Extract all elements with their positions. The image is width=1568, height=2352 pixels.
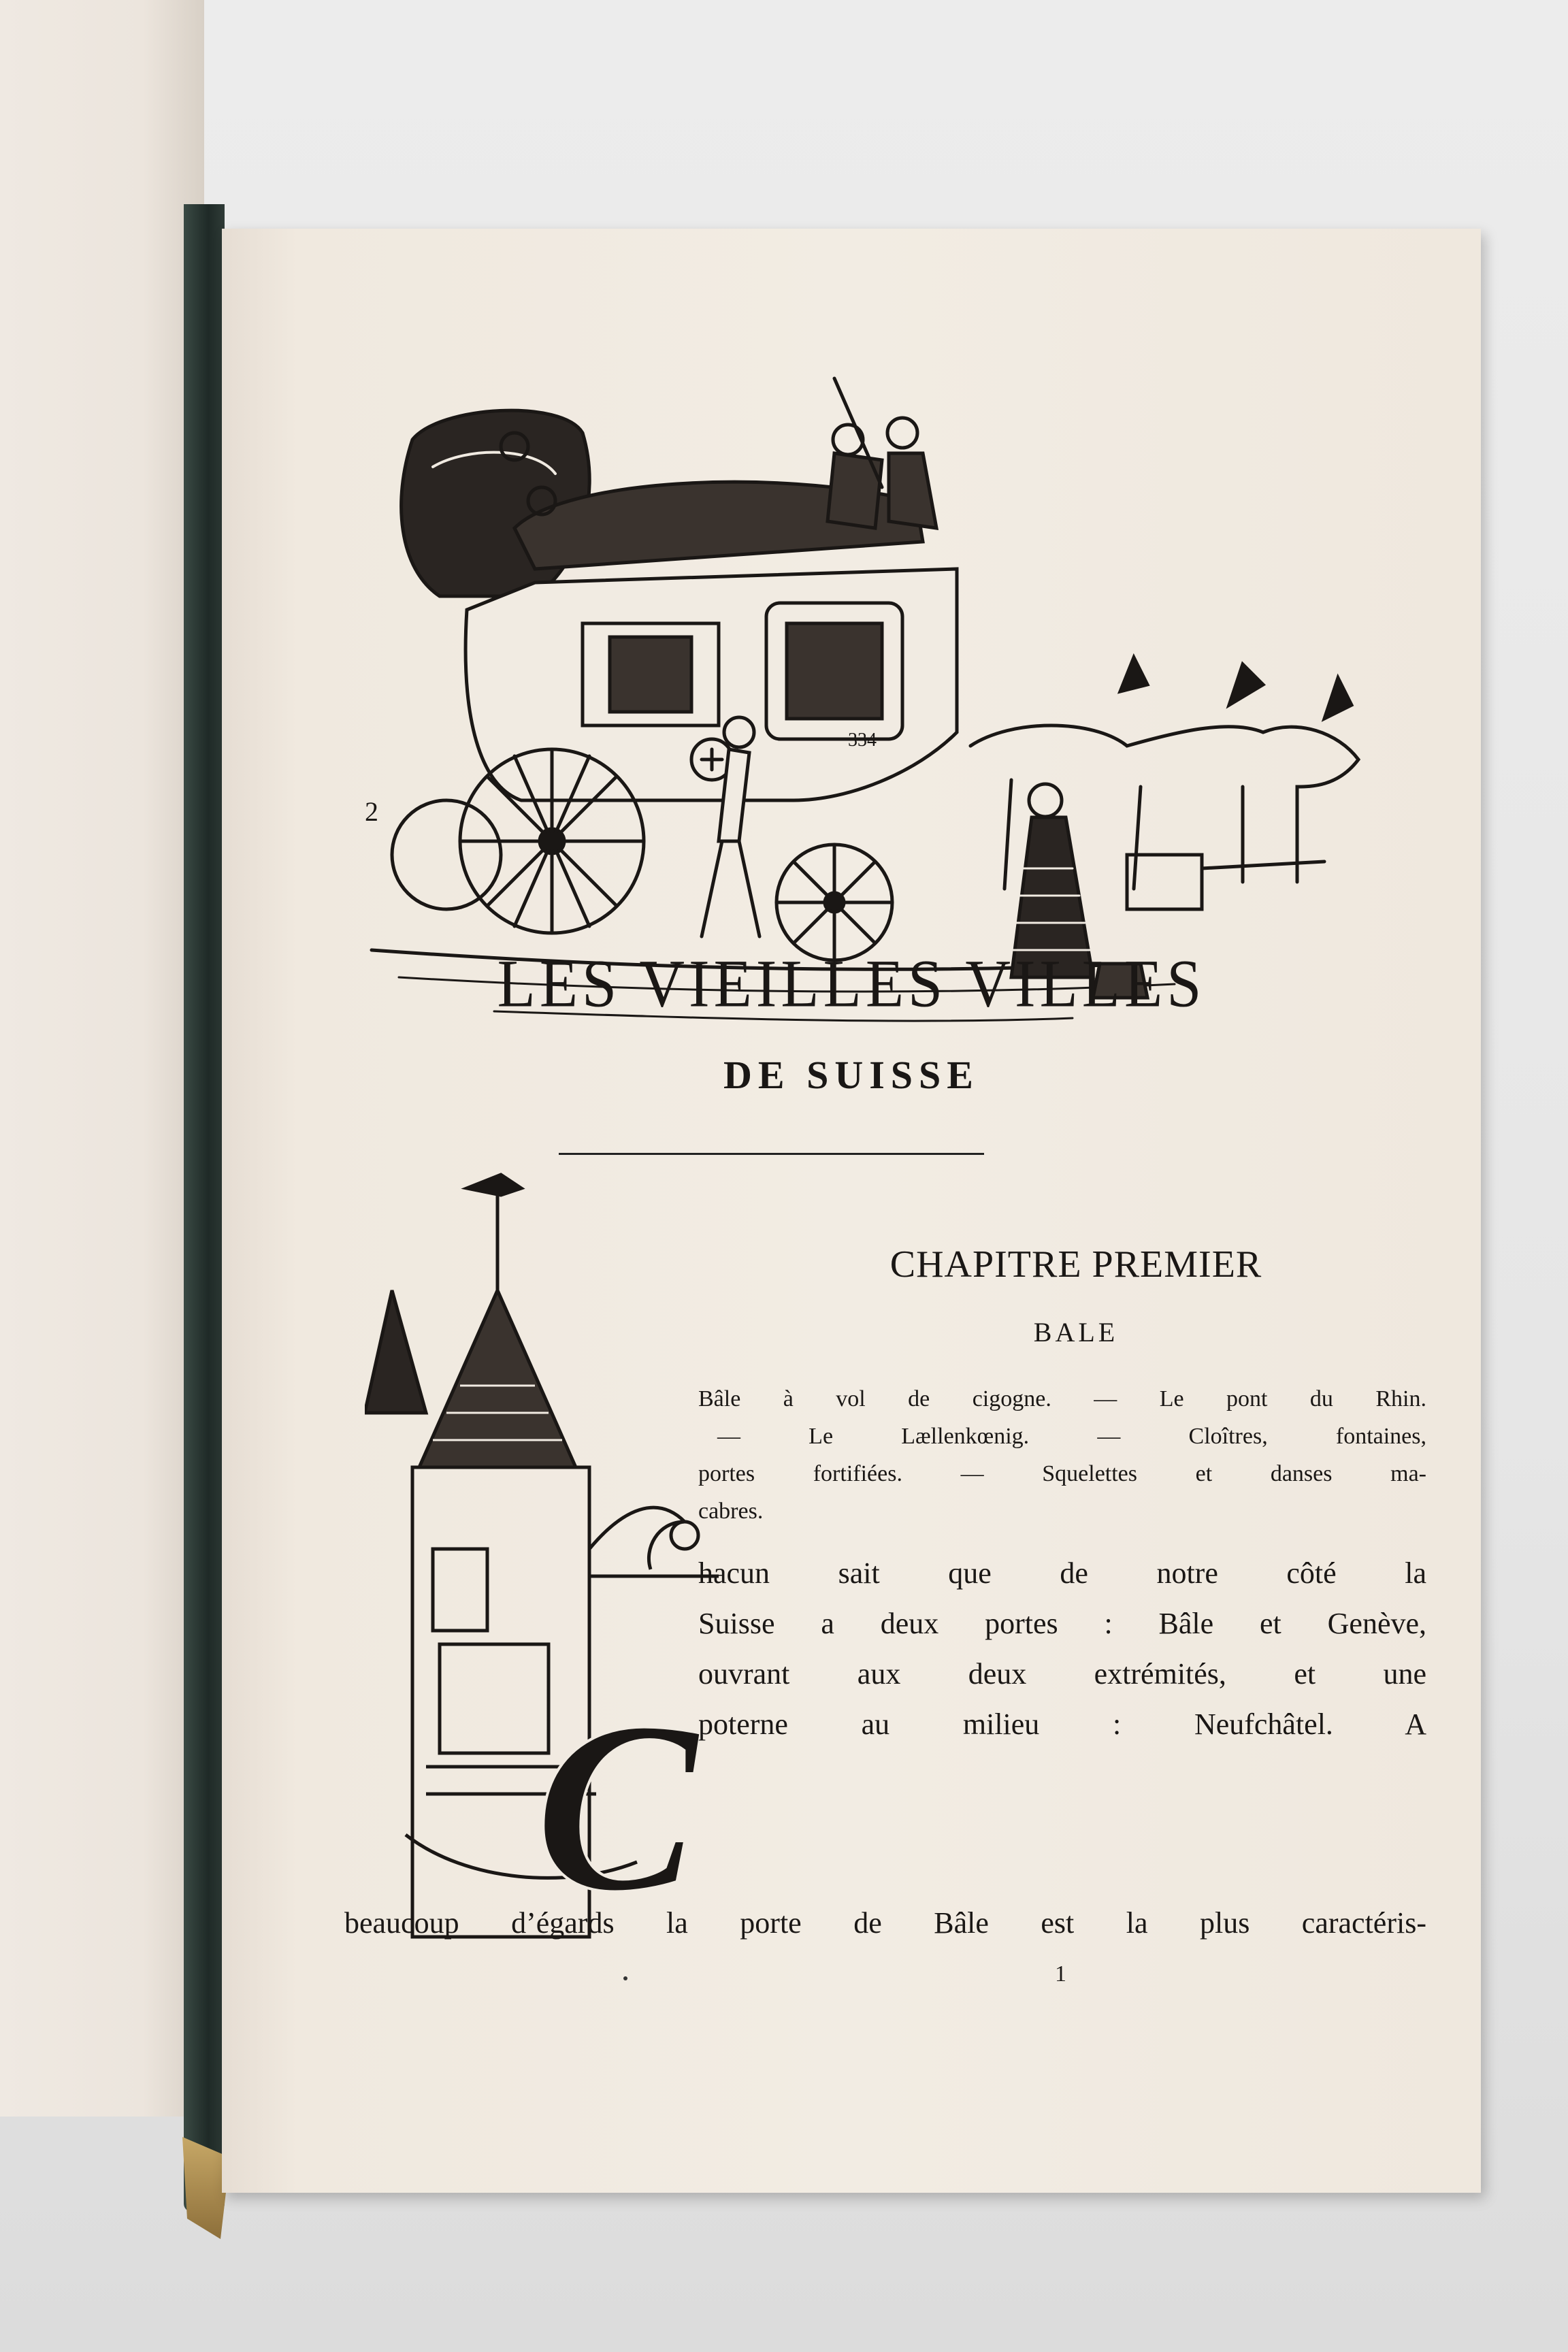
section-heading: BALE [1033, 1317, 1119, 1348]
illustration-mark: 2 [365, 796, 378, 827]
book-title: LES VIEILLES VILLES [497, 945, 1206, 1022]
body-line: poterne au milieu : Neufchâtel. A [698, 1708, 1426, 1741]
drop-cap-letter: C [535, 1671, 699, 1942]
coach-number: 334 [848, 730, 877, 751]
right-page [222, 229, 1481, 2193]
title-rule [559, 1153, 984, 1155]
chapter-summary [698, 1380, 1426, 1530]
left-page [0, 0, 204, 2117]
book-spine [184, 204, 225, 2212]
book-subtitle: DE SUISSE [723, 1053, 979, 1097]
body-line: hacun sait que de notre côté la [698, 1556, 1426, 1590]
ink-dot [623, 1976, 627, 1980]
body-line: Suisse a deux portes : Bâle et Genève, [698, 1607, 1426, 1640]
summary-line: portes fortifiées. — Squelettes et danses ma- [698, 1461, 1426, 1486]
drop-cap-illustration [365, 1168, 732, 1984]
summary-line: cabres. [698, 1499, 764, 1524]
summary-line: — Le Lællenkœnig. — Cloîtres, fontaines, [717, 1424, 1426, 1449]
body-line: ouvrant aux deux extrémités, et une [698, 1657, 1426, 1690]
page-number: 1 [1055, 1961, 1066, 1987]
chapter-heading: CHAPITRE PREMIER [889, 1243, 1262, 1286]
summary-line: Bâle à vol de cigogne. — Le pont du Rhin. [698, 1386, 1426, 1411]
body-line-full: beaucoup d’égards la porte de Bâle est la plus caractéris- [344, 1906, 1426, 1940]
body-paragraph [698, 1548, 1426, 1750]
